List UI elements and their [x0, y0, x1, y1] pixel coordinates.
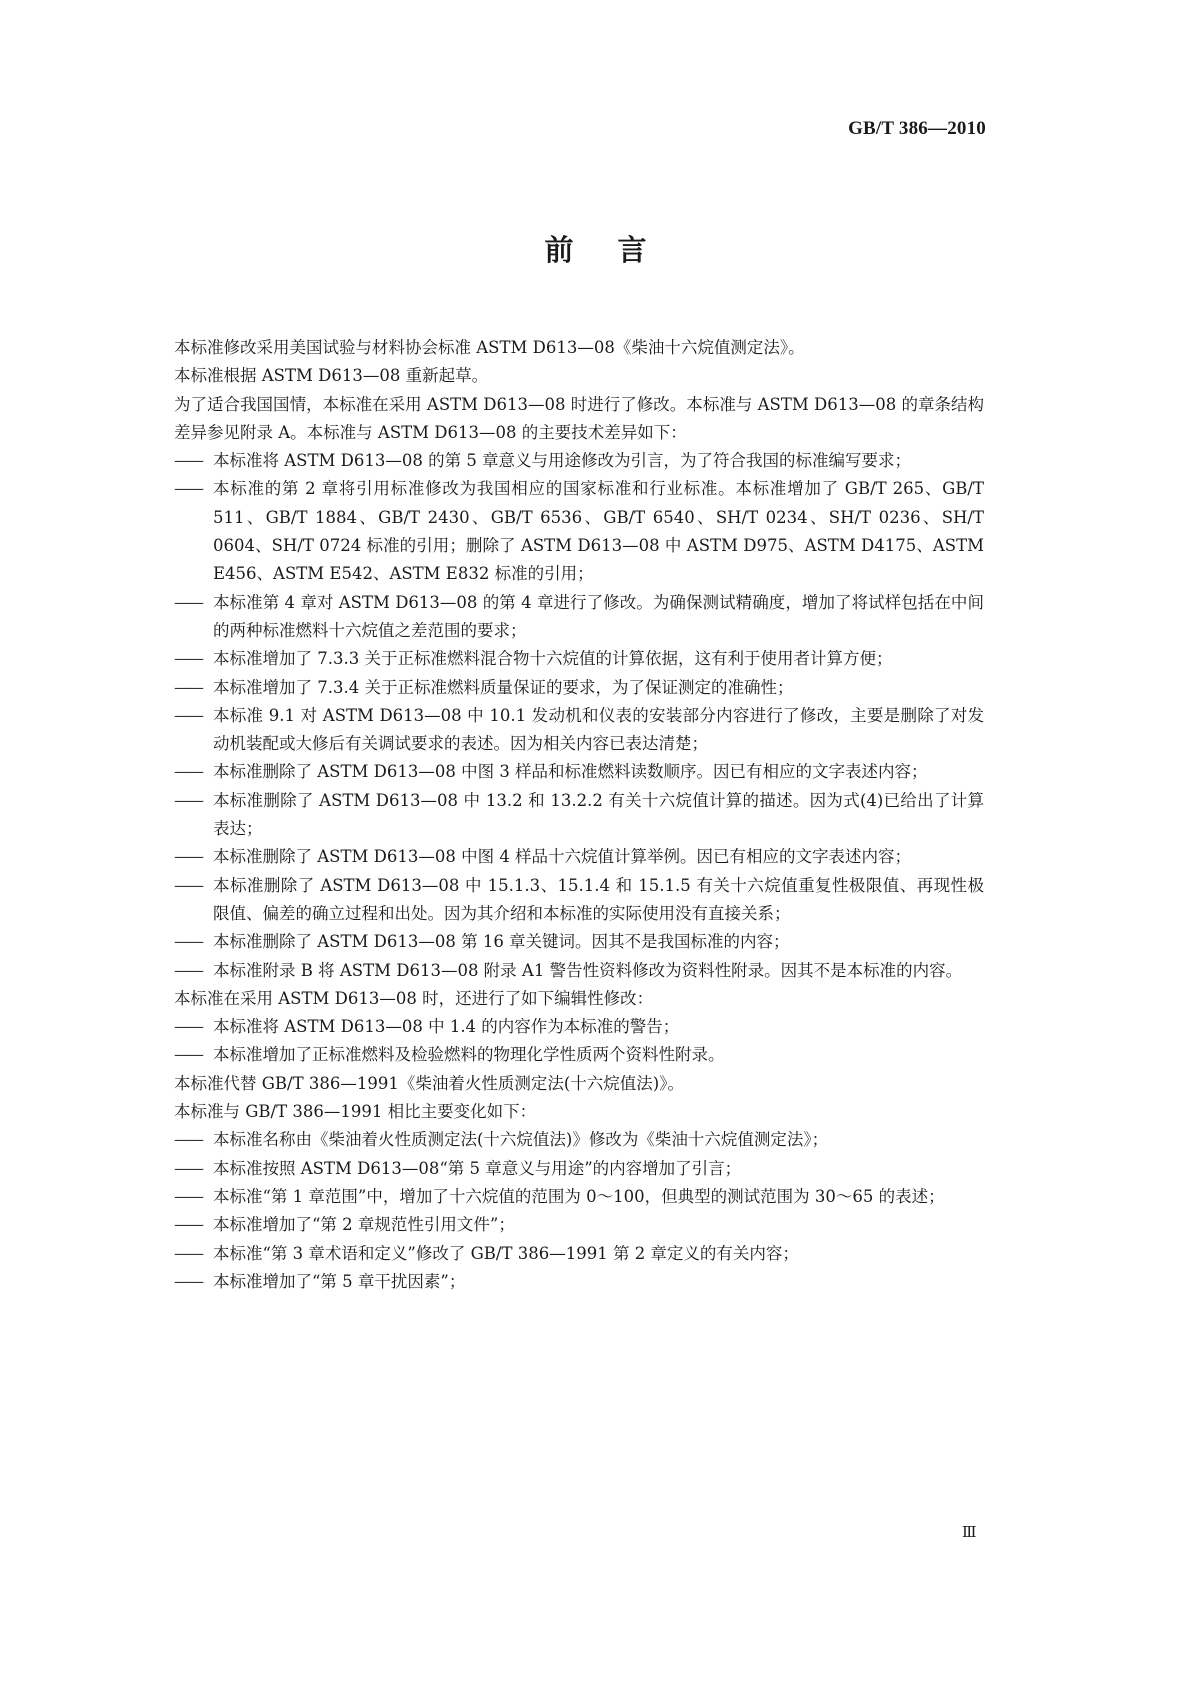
dash-marker: ——: [174, 762, 201, 782]
standard-code: GB/T 386—2010: [848, 118, 986, 139]
dash-marker: ——: [174, 875, 201, 895]
paragraph-adoption: 本标准修改采用美国试验与材料协会标准 ASTM D613—08《柴油十六烷值测定法》。: [174, 338, 805, 357]
changes-vs-1991-list: [174, 1126, 984, 1296]
dash-marker: ——: [174, 592, 201, 612]
list-item: —— 本标准将 ASTM D613—08 的第 5 章意义与用途修改为引言，为了符合我国的标准编写要求；: [174, 447, 984, 475]
dash-marker: ——: [174, 932, 201, 952]
list-item: —— 本标准按照 ASTM D613—08“第 5 章意义与用途”的内容增加了引言；: [174, 1155, 984, 1183]
list-item: —— 本标准名称由《柴油着火性质测定法(十六烷值法)》修改为《柴油十六烷值测定法》；: [174, 1126, 984, 1154]
page-title: 前言: [544, 233, 691, 267]
paragraph-redrafted: 本标准根据 ASTM D613—08 重新起草。: [174, 366, 489, 386]
list-item: —— 本标准附录 B 将 ASTM D613—08 附录 A1 警告性资料修改为资料性附录。因其不是本标准的内容。: [174, 957, 984, 985]
dash-marker: ——: [174, 1017, 201, 1037]
dash-marker: ——: [174, 649, 201, 669]
page-number: Ⅲ: [962, 1523, 977, 1541]
list-item: —— 本标准删除了 ASTM D613—08 中图 4 样品十六烷值计算举例。因已有相应的文字表述内容；: [174, 843, 984, 871]
technical-differences-list: [174, 447, 984, 985]
list-item: —— 本标准的第 2 章将引用标准修改为我国相应的国家标准和行业标准。本标准增加了 GB/T 265、GB/T 511、GB/T 1884、GB/T 2430、GB/T 6536、GB/T 6540、SH/T 0234、SH/T 0236、SH/T 0604、SH/T 0724 标准的引用；删除了 ASTM D613—08 中 ASTM D975、ASTM D4175、ASTM E456、ASTM E542、ASTM E832 标准的引用；: [174, 475, 984, 588]
dash-marker: ——: [174, 960, 201, 980]
editorial-changes-list: [174, 1013, 984, 1070]
list-item: —— 本标准删除了 ASTM D613—08 中图 3 样品和标准燃料读数顺序。因已有相应的文字表述内容；: [174, 758, 984, 786]
list-item: —— 本标准 9.1 对 ASTM D613—08 中 10.1 发动机和仪表的安装部分内容进行了修改，主要是删除了对发动机装配或大修后有关调试要求的表述。因为相关内容已表达清楚；: [174, 702, 984, 759]
list-item: —— 本标准增加了 7.3.3 关于正标准燃料混合物十六烷值的计算依据，这有利于使用者计算方便；: [174, 645, 984, 673]
paragraph-main-changes: 本标准与 GB/T 386—1991 相比主要变化如下：: [174, 1102, 537, 1122]
paragraph-modifications: 为了适合我国国情，本标准在采用 ASTM D613—08 时进行了修改。本标准与 ASTM D613—08 的章条结构差异参见附录 A。本标准与 ASTM D613—08 的主要技术差异如下：: [174, 394, 984, 442]
paragraph-replaces: 本标准代替 GB/T 386—1991《柴油着火性质测定法(十六烷值法)》。: [174, 1073, 684, 1093]
list-item: —— 本标准“第 1 章范围”中，增加了十六烷值的范围为 0～100，但典型的测试范围为 30～65 的表述；: [174, 1183, 984, 1211]
list-item: —— 本标准增加了“第 5 章干扰因素”；: [174, 1268, 984, 1296]
foreword-body: [174, 334, 984, 1296]
dash-marker: ——: [174, 847, 201, 867]
dash-marker: ——: [174, 479, 201, 499]
list-item: —— 本标准增加了正标准燃料及检验燃料的物理化学性质两个资料性附录。: [174, 1041, 984, 1069]
dash-marker: ——: [174, 1215, 201, 1235]
list-item: —— 本标准将 ASTM D613—08 中 1.4 的内容作为本标准的警告；: [174, 1013, 984, 1041]
dash-marker: ——: [174, 1045, 201, 1065]
dash-marker: ——: [174, 1243, 201, 1263]
list-item: —— 本标准删除了 ASTM D613—08 中 15.1.3、15.1.4 和 15.1.5 有关十六烷值重复性极限值、再现性极限值、偏差的确立过程和出处。因为其介绍和本标准的实际使用没有直接关系；: [174, 872, 984, 929]
list-item: —— 本标准增加了 7.3.4 关于正标准燃料质量保证的要求，为了保证测定的准确性；: [174, 674, 984, 702]
list-item: —— 本标准第 4 章对 ASTM D613—08 的第 4 章进行了修改。为确保测试精确度，增加了将试样包括在中间的两种标准燃料十六烷值之差范围的要求；: [174, 589, 984, 646]
dash-marker: ——: [174, 705, 201, 725]
dash-marker: ——: [174, 1130, 201, 1150]
list-item: —— 本标准删除了 ASTM D613—08 中 13.2 和 13.2.2 有关十六烷值计算的描述。因为式(4)已给出了计算表达；: [174, 787, 984, 844]
paragraph-editorial: 本标准在采用 ASTM D613—08 时，还进行了如下编辑性修改：: [174, 988, 654, 1008]
dash-marker: ——: [174, 790, 201, 810]
list-item: —— 本标准删除了 ASTM D613—08 第 16 章关键词。因其不是我国标准的内容；: [174, 928, 984, 956]
dash-marker: ——: [174, 1186, 201, 1206]
dash-marker: ——: [174, 677, 201, 697]
dash-marker: ——: [174, 451, 201, 471]
list-item: —— 本标准“第 3 章术语和定义”修改了 GB/T 386—1991 第 2 章定义的有关内容；: [174, 1240, 984, 1268]
list-item: —— 本标准增加了“第 2 章规范性引用文件”；: [174, 1211, 984, 1239]
dash-marker: ——: [174, 1271, 201, 1291]
dash-marker: ——: [174, 1158, 201, 1178]
